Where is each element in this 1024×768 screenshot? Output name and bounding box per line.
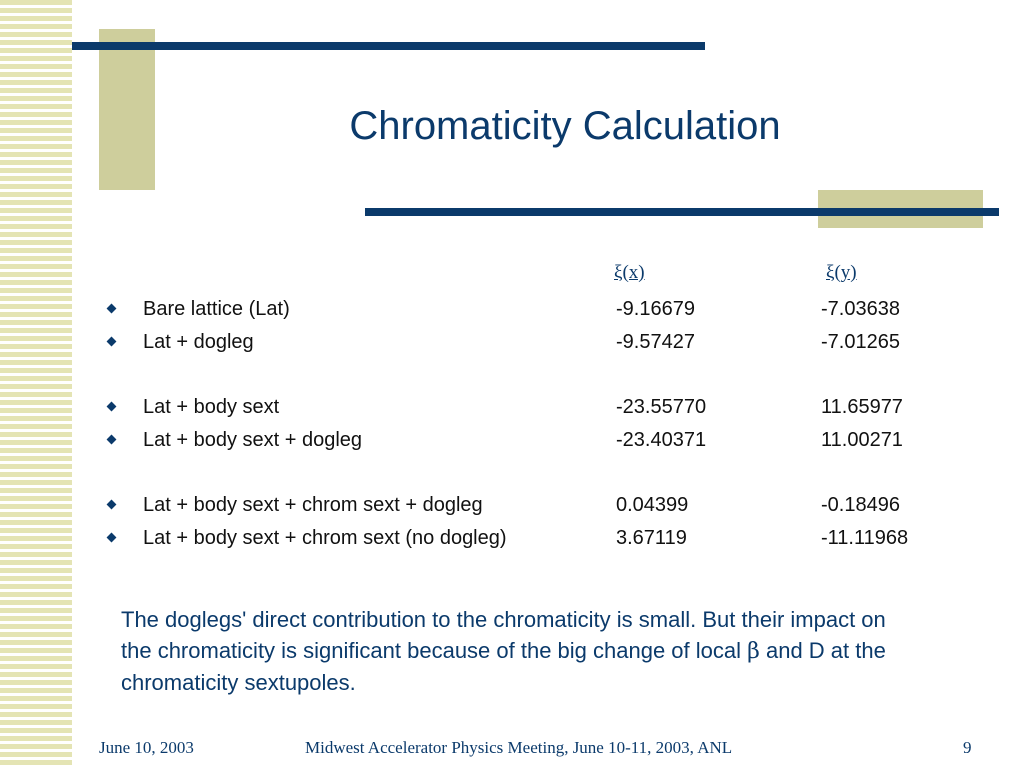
- row-xi-x: -23.40371: [616, 429, 707, 451]
- row-xi-x: -9.16679: [616, 298, 695, 320]
- table-row: [0, 494, 1024, 526]
- row-xi-x: -23.55770: [616, 396, 707, 418]
- footer-meeting: Midwest Accelerator Physics Meeting, June 10-11, 2003, ANL: [305, 738, 733, 757]
- row-xi-y: -7.01265: [821, 331, 900, 353]
- diamond-bullet-icon: [107, 435, 117, 445]
- row-label: Lat + body sext + chrom sext (no dogleg): [143, 527, 507, 549]
- row-xi-y: -11.11968: [821, 527, 909, 549]
- row-xi-y: -0.18496: [821, 494, 900, 516]
- decorative-bar-bottom: [365, 208, 999, 216]
- table-row: [0, 331, 1024, 363]
- row-xi-x: -9.57427: [616, 331, 695, 353]
- conclusion-note: [121, 604, 921, 698]
- table-row: [0, 298, 1024, 330]
- note-text-end: and D at the chromaticity sextupoles.: [121, 638, 886, 695]
- row-label: Lat + body sext + dogleg: [143, 429, 363, 451]
- footer-date: June 10, 2003: [99, 738, 194, 757]
- footer-page-number: 9: [963, 738, 972, 757]
- column-header-xi-y: ξ(y): [826, 262, 857, 283]
- decorative-block-top: [99, 29, 155, 190]
- row-label: Lat + body sext + chrom sext + dogleg: [143, 494, 483, 516]
- row-label: Lat + body sext: [143, 396, 280, 418]
- diamond-bullet-icon: [107, 500, 117, 510]
- note-text-start: The doglegs' direct contribution to the chromaticity is small. But their impact on the chromaticity is significant because of the big change of local: [121, 607, 886, 663]
- row-label: Lat + dogleg: [143, 331, 254, 353]
- row-xi-y: 11.65977: [821, 396, 903, 418]
- diamond-bullet-icon: [107, 337, 117, 347]
- column-header-xi-x: ξ(x): [614, 262, 645, 283]
- table-row: [0, 396, 1024, 428]
- diamond-bullet-icon: [107, 304, 117, 314]
- row-xi-y: -7.03638: [821, 298, 900, 320]
- row-label: Bare lattice (Lat): [143, 298, 290, 320]
- row-xi-x: 0.04399: [616, 494, 689, 516]
- beta-symbol: β: [747, 639, 760, 664]
- slide-title: Chromaticity Calculation: [349, 104, 781, 148]
- diamond-bullet-icon: [107, 402, 117, 412]
- table-row: [0, 429, 1024, 461]
- diamond-bullet-icon: [107, 533, 117, 543]
- decorative-bar-top: [72, 42, 705, 50]
- row-xi-x: 3.67119: [616, 527, 687, 549]
- table-row: [0, 527, 1024, 559]
- row-xi-y: 11.00271: [821, 429, 903, 451]
- decorative-stripes: [0, 0, 72, 768]
